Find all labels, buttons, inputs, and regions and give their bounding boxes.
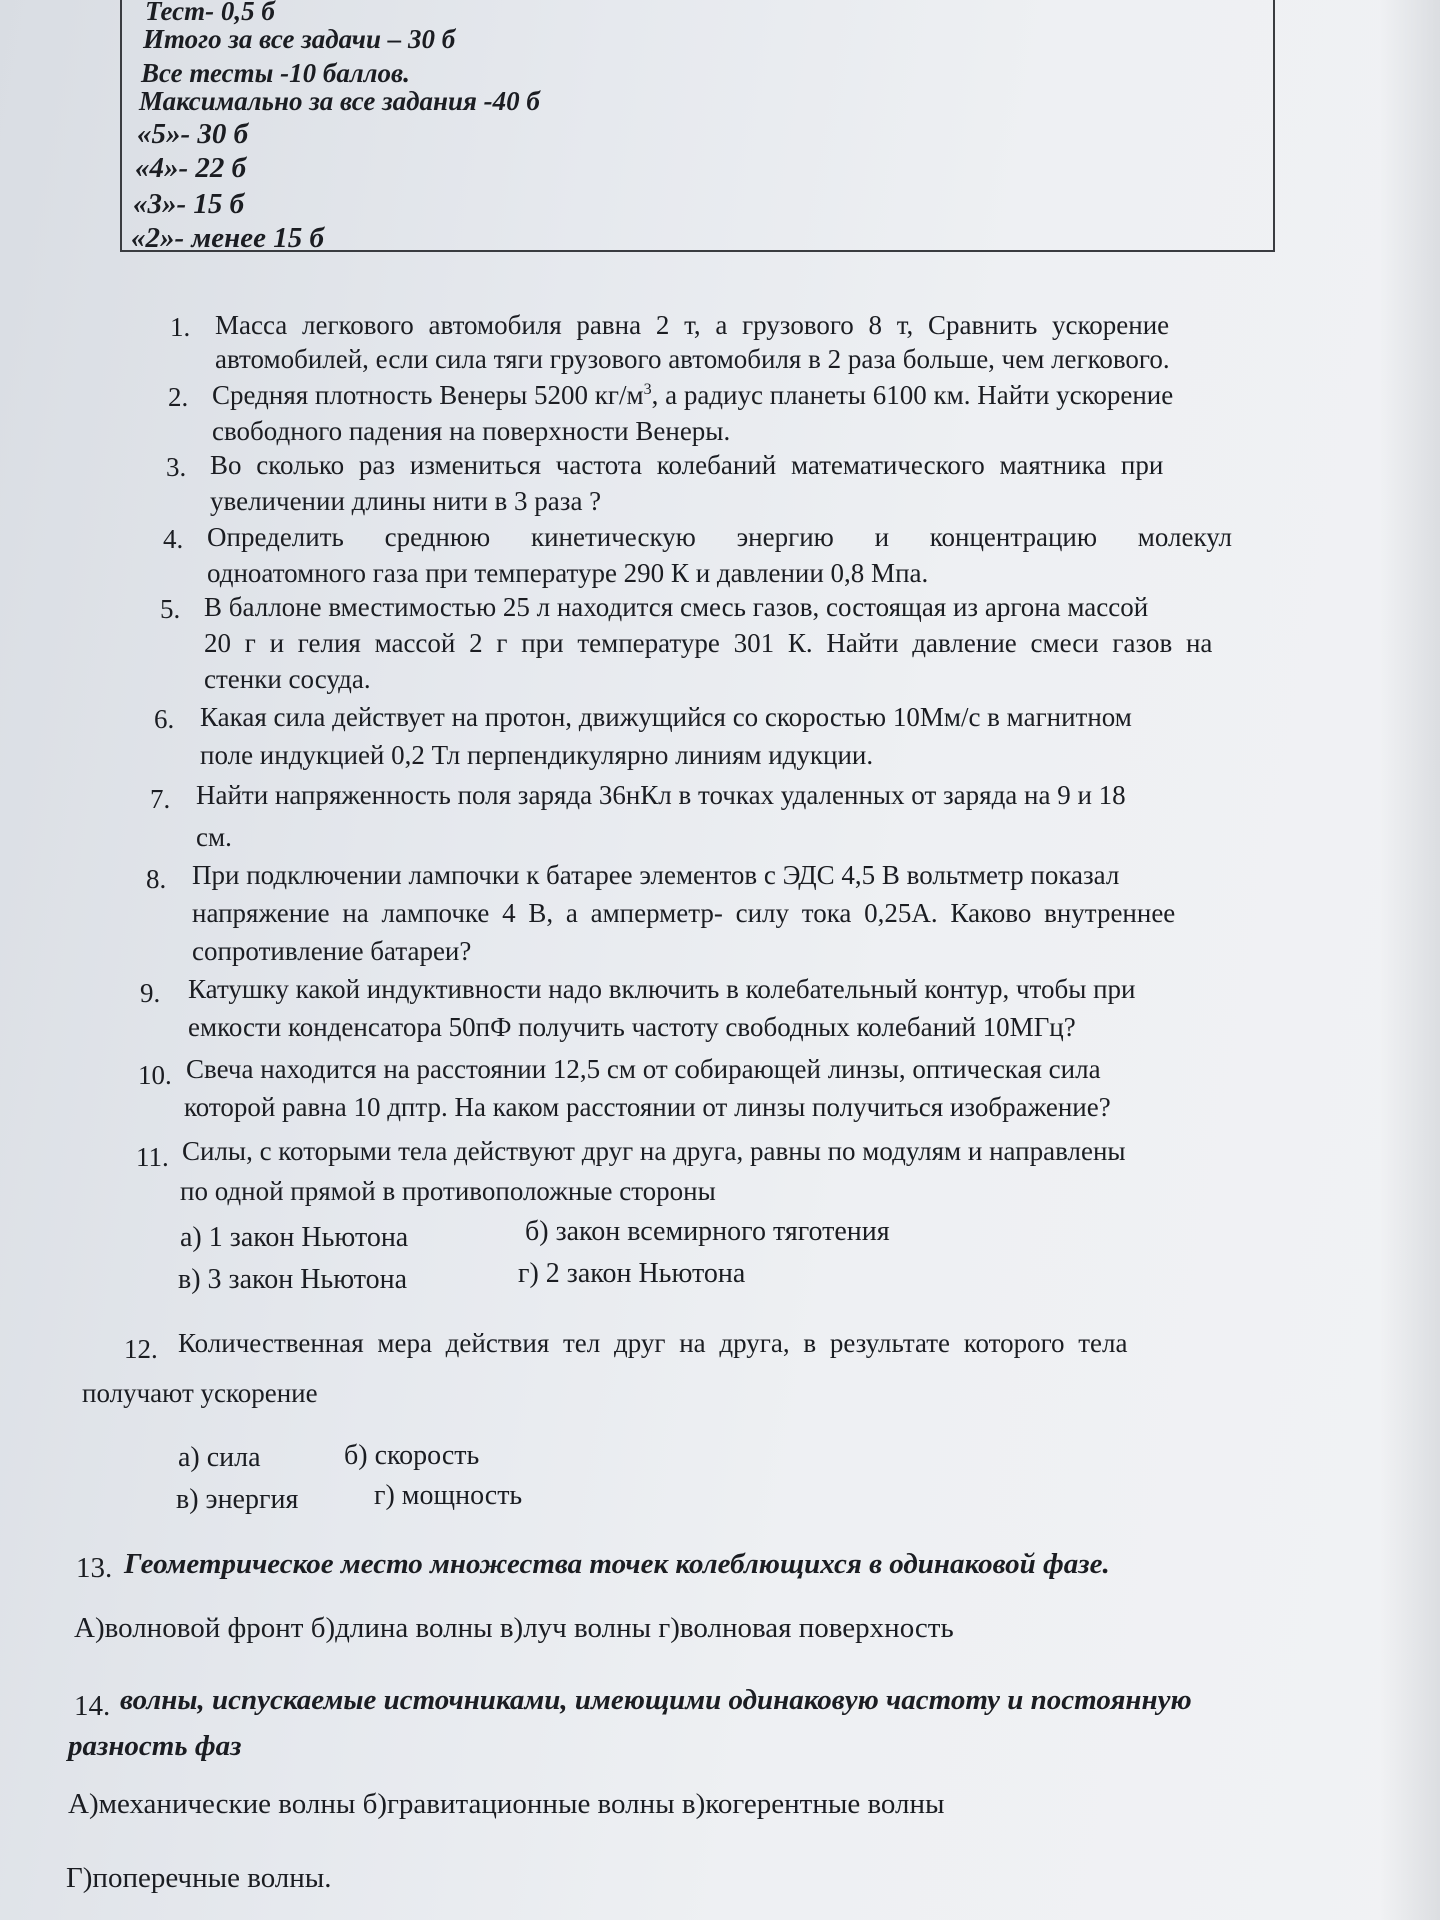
answer-option: г) мощность <box>374 1480 523 1511</box>
answer-options-line: А)волновой фронт б)длина волны в)луч волны г)волновая поверхность <box>74 1612 954 1644</box>
problem-line: Геометрическое место множества точек колеблющихся в одинаковой фазе. <box>124 1548 1110 1580</box>
problem-number: 9. <box>140 978 161 1008</box>
problem-number: 8. <box>146 864 167 894</box>
answer-option: б) скорость <box>344 1440 480 1471</box>
problem-line <box>212 380 1173 411</box>
scoring-line: Максимально за все задания -40 б <box>139 86 540 116</box>
problem-line: сопротивление батареи? <box>192 936 472 966</box>
scoring-line: «5»- 30 б <box>137 118 249 150</box>
problem-number: 7. <box>150 784 171 814</box>
problem-line: одноатомного газа при температуре 290 К и давлении 0,8 Мпа. <box>207 558 929 588</box>
answer-option: б) закон всемирного тяготения <box>525 1216 890 1247</box>
scoring-line: «3»- 15 б <box>133 188 245 220</box>
scoring-line: «4»- 22 б <box>135 152 247 184</box>
problem-number: 5. <box>160 594 181 624</box>
superscript: 3 <box>643 381 652 398</box>
problem-number: 12. <box>124 1334 158 1364</box>
problem-number: 1. <box>170 312 191 342</box>
problem-line: Количественная мера действия тел друг на друга, в результате которого тела <box>178 1328 1128 1358</box>
problem-line: Какая сила действует на протон, движущийся со скоростью 10Мм/с в магнитном <box>200 702 1132 732</box>
scoring-line: Все тесты -10 баллов. <box>141 58 410 88</box>
answer-option: а) сила <box>178 1442 261 1473</box>
scoring-line: Тест- 0,5 б <box>145 0 275 26</box>
problem-number: 3. <box>166 452 187 482</box>
problem-number: 2. <box>168 382 189 412</box>
problem-line: которой равна 10 дптр. На каком расстоянии от линзы получиться изображение? <box>184 1092 1111 1122</box>
problem-line: разность фаз <box>68 1730 242 1762</box>
answer-options-line: Г)поперечные волны. <box>66 1862 332 1894</box>
problem-line: Во сколько раз измениться частота колебаний математического маятника при <box>210 450 1164 480</box>
problem-line: волны, испускаемые источниками, имеющими одинаковую частоту и постоянную <box>120 1684 1192 1716</box>
problem-line: При подключении лампочки к батарее элементов с ЭДС 4,5 В вольтметр показал <box>192 860 1120 890</box>
problem-line: Свеча находится на расстоянии 12,5 см от собирающей линзы, оптическая сила <box>186 1054 1101 1084</box>
problem-line: см. <box>196 822 232 852</box>
problem-line: емкости конденсатора 50пФ получить частоту свободных колебаний 10МГц? <box>188 1012 1076 1042</box>
problem-line: Найти напряженность поля заряда 36нКл в точках удаленных от заряда на 9 и 18 <box>196 780 1126 810</box>
problem-number: 6. <box>154 704 175 734</box>
problem-line: по одной прямой в противоположные стороны <box>180 1176 716 1206</box>
problem-line: напряжение на лампочке 4 В, а амперметр- силу тока 0,25А. Каково внутреннее <box>192 898 1176 928</box>
answer-option: в) энергия <box>176 1484 299 1515</box>
problem-line: свободного падения на поверхности Венеры. <box>212 416 731 446</box>
problem-number: 13. <box>76 1552 113 1584</box>
problem-number: 11. <box>136 1142 169 1172</box>
problem-text: , а радиус планеты 6100 км. Найти ускорение <box>651 380 1174 410</box>
problem-line: Масса легкового автомобиля равна 2 т, а грузового 8 т, Сравнить ускорение <box>215 310 1170 340</box>
answer-option: а) 1 закон Ньютона <box>180 1222 409 1253</box>
problem-line: Силы, с которыми тела действуют друг на друга, равны по модулям и направлены <box>182 1136 1126 1166</box>
problem-line: Определить среднюю кинетическую энергию и концентрацию молекул <box>207 522 1232 552</box>
problem-line: стенки сосуда. <box>204 664 371 694</box>
problem-number: 10. <box>138 1060 172 1090</box>
answer-option: г) 2 закон Ньютона <box>518 1258 746 1289</box>
answer-option: в) 3 закон Ньютона <box>178 1264 408 1295</box>
problem-line: поле индукцией 0,2 Тл перпендикулярно линиям идукции. <box>200 740 874 770</box>
problem-number: 4. <box>163 524 184 554</box>
answer-options-line: А)механические волны б)гравитационные волны в)когерентные волны <box>68 1788 945 1820</box>
problem-line: Катушку какой индуктивности надо включить в колебательный контур, чтобы при <box>188 974 1136 1004</box>
problem-line: В баллоне вместимостью 25 л находится смесь газов, состоящая из аргона массой <box>204 592 1149 622</box>
problem-text: Средняя плотность Венеры 5200 кг/м <box>212 380 644 410</box>
problem-line: 20 г и гелия массой 2 г при температуре 301 К. Найти давление смеси газов на <box>204 628 1213 658</box>
problem-line: автомобилей, если сила тяги грузового автомобиля в 2 раза больше, чем легкового. <box>215 344 1170 374</box>
problem-number: 14. <box>74 1690 111 1722</box>
scoring-line: «2»- менее 15 б <box>131 222 324 254</box>
scoring-line: Итого за все задачи – 30 б <box>143 24 456 54</box>
problem-line: получают ускорение <box>82 1378 318 1408</box>
problem-line: увеличении длины нити в 3 раза ? <box>210 486 602 516</box>
page-edge-shadow <box>1380 0 1440 1920</box>
